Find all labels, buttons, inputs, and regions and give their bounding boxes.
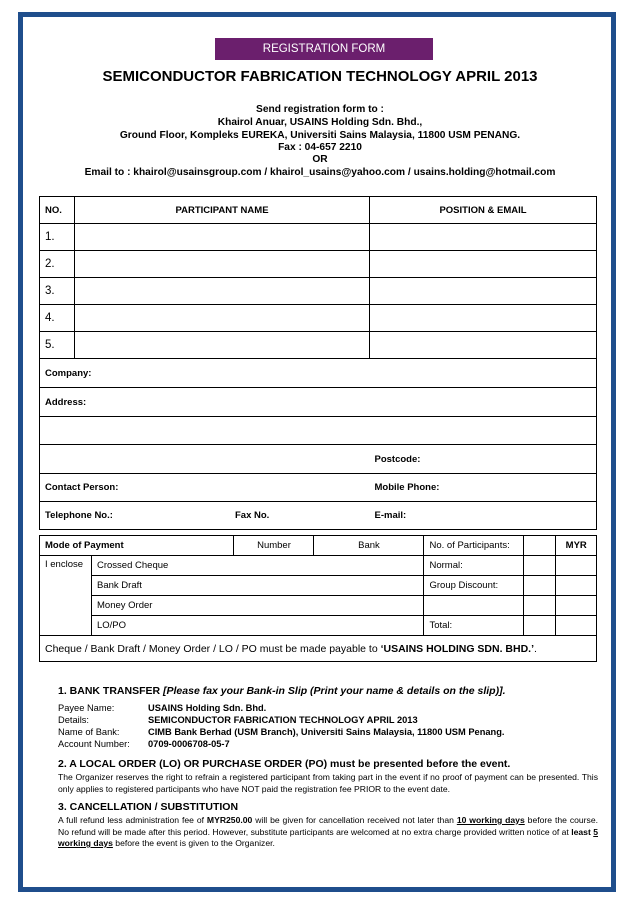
details-value: SEMICONDUCTOR FABRICATION TECHNOLOGY APRIL 2013 xyxy=(148,715,418,725)
ten-working-days: 10 working days xyxy=(456,815,525,825)
contact-or: OR xyxy=(312,154,328,165)
group-count-cell[interactable] xyxy=(524,576,556,596)
tel-fax-row xyxy=(40,502,370,530)
cancellation-text-2: will be given for cancellation received not later than xyxy=(252,815,457,825)
participants-col-label: No. of Participants: xyxy=(424,536,524,556)
payee-name-label: Payee Name: xyxy=(58,703,115,713)
bank-col-label: Bank xyxy=(314,536,424,556)
enclose-label: I enclose xyxy=(40,556,92,636)
option-lo-po[interactable]: LO/PO xyxy=(92,616,424,636)
mode-of-payment-label: Mode of Payment xyxy=(40,536,234,556)
payable-payee: ‘USAINS HOLDING SDN. BHD.’ xyxy=(380,642,535,655)
fax-field[interactable]: Fax No. xyxy=(235,510,270,521)
contact-line-1: Send registration form to : xyxy=(256,104,384,115)
total-amount-cell[interactable] xyxy=(556,616,597,636)
total-count-cell[interactable] xyxy=(524,616,556,636)
col-participant-name: PARTICIPANT NAME xyxy=(75,197,370,224)
row-number: 1. xyxy=(40,224,75,251)
payable-note xyxy=(40,636,597,662)
participants-count-cell[interactable] xyxy=(524,536,556,556)
row-number: 3. xyxy=(40,278,75,305)
participant-row[interactable] xyxy=(40,224,597,251)
payee-name-value: USAINS Holding Sdn. Bhd. xyxy=(148,703,267,713)
least-text: least xyxy=(571,826,594,837)
cancellation-text-4: before the event is given to the Organizer. xyxy=(112,838,275,848)
participant-row[interactable] xyxy=(40,332,597,359)
email-field[interactable]: E-mail: xyxy=(370,502,597,530)
participant-position-field[interactable] xyxy=(370,332,597,359)
address-line-2-field[interactable] xyxy=(40,417,597,445)
participant-name-field[interactable] xyxy=(75,305,370,332)
blank-count-cell[interactable] xyxy=(524,596,556,616)
participant-position-field[interactable] xyxy=(370,305,597,332)
contact-line-3: Ground Floor, Kompleks EUREKA, Universiti Sains Malaysia, 11800 USM PENANG. xyxy=(119,130,521,141)
details-row xyxy=(58,715,418,725)
participant-position-field[interactable] xyxy=(370,251,597,278)
option-money-order[interactable]: Money Order xyxy=(92,596,424,616)
currency-label: MYR xyxy=(556,536,597,556)
admin-fee: MYR250.00 xyxy=(206,815,253,825)
payable-note-text: Cheque / Bank Draft / Money Order / LO / PO must be made payable to xyxy=(45,642,381,655)
normal-count-cell[interactable] xyxy=(524,556,556,576)
participant-position-field[interactable] xyxy=(370,278,597,305)
local-order-text: The Organizer reserves the right to refrain a registered participant from taking part in the event if no proof of payment can be presented. This only applies to registered participants who have NOT paid the registration fee PRIOR to the event date. xyxy=(58,772,598,794)
row-number: 2. xyxy=(40,251,75,278)
bank-transfer-note: [Please fax your Bank-in Slip (Print your name & details on the slip)]. xyxy=(163,685,506,697)
account-number-label: Account Number: xyxy=(58,739,130,749)
row-number: 4. xyxy=(40,305,75,332)
blank-amount-cell[interactable] xyxy=(556,596,597,616)
mobile-phone-field[interactable]: Mobile Phone: xyxy=(370,474,597,502)
participant-header-row xyxy=(40,197,597,224)
contact-email: Email to : khairol@usainsgroup.com / khairol_usains@yahoo.com / usains.holding@hotmail.com xyxy=(84,167,556,178)
participant-name-field[interactable] xyxy=(75,224,370,251)
participant-row[interactable] xyxy=(40,278,597,305)
bank-name-value: CIMB Bank Berhad (USM Branch), Universiti Sains Malaysia, 11800 USM Penang. xyxy=(148,727,505,737)
cancellation-text-3: before the course. No refund will be made after this period. However, substitute participants are welcomed at no extra charge provided written notice of at xyxy=(58,815,598,837)
details-label: Details: xyxy=(58,715,90,725)
form-banner: REGISTRATION FORM xyxy=(215,38,433,60)
participant-row[interactable] xyxy=(40,305,597,332)
col-position-email: POSITION & EMAIL xyxy=(370,197,597,224)
option-bank-draft[interactable]: Bank Draft xyxy=(92,576,424,596)
address-field[interactable]: Address: xyxy=(40,388,597,417)
account-number-value: 0709-0006708-05-7 xyxy=(148,739,230,749)
normal-label: Normal: xyxy=(424,556,524,576)
option-crossed-cheque[interactable]: Crossed Cheque xyxy=(92,556,424,576)
bank-name-label: Name of Bank: xyxy=(58,727,120,737)
bank-name-row xyxy=(58,727,505,737)
company-field[interactable]: Company: xyxy=(40,359,597,388)
cancellation-text xyxy=(58,815,598,850)
participant-name-field[interactable] xyxy=(75,278,370,305)
row-number: 5. xyxy=(40,332,75,359)
five-working-days: 5 working days xyxy=(58,826,599,848)
payable-note-end: . xyxy=(534,642,537,655)
participant-name-field[interactable] xyxy=(75,332,370,359)
account-number-row xyxy=(58,739,230,749)
group-amount-cell[interactable] xyxy=(556,576,597,596)
col-no: NO. xyxy=(40,197,75,224)
blank-summary-label xyxy=(424,596,524,616)
total-label: Total: xyxy=(424,616,524,636)
contact-person-field[interactable]: Contact Person: xyxy=(40,474,370,502)
group-discount-label: Group Discount: xyxy=(424,576,524,596)
local-order-heading: 2. A LOCAL ORDER (LO) OR PURCHASE ORDER (PO) must be presented before the event. xyxy=(58,758,511,770)
number-col-label: Number xyxy=(234,536,314,556)
payment-table xyxy=(39,535,597,662)
participant-table xyxy=(39,196,597,530)
cancellation-heading: 3. CANCELLATION / SUBSTITUTION xyxy=(58,801,239,813)
contact-line-2: Khairol Anuar, USAINS Holding Sdn. Bhd., xyxy=(217,117,423,128)
cancellation-text-1: A full refund less administration fee of xyxy=(58,815,207,825)
postcode-field[interactable]: Postcode: xyxy=(370,445,597,474)
bank-transfer-title: 1. BANK TRANSFER xyxy=(58,685,164,697)
address-line-3-field[interactable] xyxy=(40,445,370,474)
payee-name-row xyxy=(58,703,266,713)
telephone-field[interactable]: Telephone No.: xyxy=(45,510,113,521)
contact-fax: Fax : 04-657 2210 xyxy=(278,142,362,153)
participant-name-field[interactable] xyxy=(75,251,370,278)
participant-row[interactable] xyxy=(40,251,597,278)
normal-amount-cell[interactable] xyxy=(556,556,597,576)
bank-transfer-heading xyxy=(58,685,603,697)
participant-position-field[interactable] xyxy=(370,224,597,251)
page-title: SEMICONDUCTOR FABRICATION TECHNOLOGY APRIL 2013 xyxy=(102,68,538,85)
